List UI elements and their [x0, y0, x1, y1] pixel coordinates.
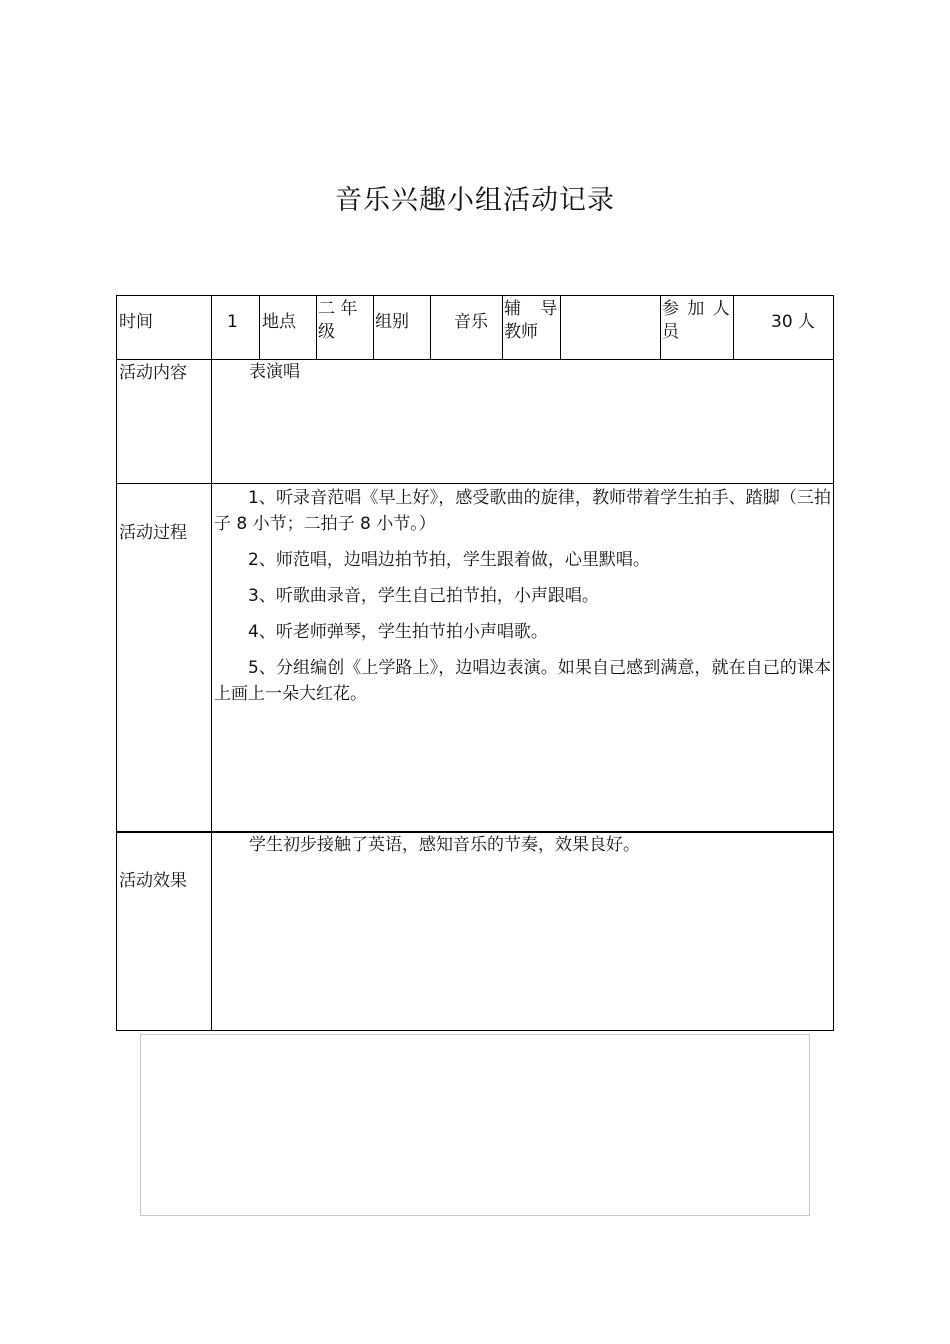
content-label: 活动内容 — [119, 363, 187, 383]
place-label: 地点 — [262, 312, 296, 332]
group-value: 音乐 — [454, 312, 488, 332]
time-label: 时间 — [119, 312, 153, 332]
process-step: 3、听歌曲录音，学生自己拍节拍，小声跟唱。 — [248, 586, 599, 606]
col-divider — [502, 296, 503, 359]
process-step: 4、听老师弹琴，学生拍节拍小声唱歌。 — [248, 622, 548, 642]
place-value — [318, 298, 371, 344]
place-value-line-1 — [318, 298, 371, 321]
place-value-line-2: 级 — [318, 322, 335, 342]
effect-label: 活动效果 — [119, 871, 187, 891]
col-divider — [373, 296, 374, 359]
participants-label — [662, 298, 732, 344]
row-divider — [117, 483, 833, 484]
activity-record-table — [116, 295, 834, 1031]
time-value: 1 — [227, 312, 238, 332]
col-divider — [660, 296, 661, 359]
col-divider — [211, 296, 212, 1030]
teacher-label-line-2: 教师 — [504, 322, 538, 342]
col-divider — [316, 296, 317, 359]
teacher-label-line-1: 辅 导 — [504, 299, 558, 319]
participants-label-line-2: 员 — [662, 322, 679, 342]
col-divider — [430, 296, 431, 359]
col-divider — [560, 296, 561, 359]
process-steps — [214, 485, 831, 707]
blank-frame — [140, 1034, 810, 1216]
participants-value: 30 人 — [771, 312, 816, 332]
process-step: 2、师范唱，边唱边拍节拍，学生跟着做，心里默唱。 — [248, 550, 650, 570]
group-label: 组别 — [375, 312, 409, 332]
col-divider — [733, 296, 734, 359]
teacher-label — [504, 298, 558, 344]
process-step: 5、分组编创《上学路上》，边唱边表演。如果自己感到满意，就在自己的课本上画上一朵大红花。 — [214, 658, 831, 704]
document-title: 音乐兴趣小组活动记录 — [335, 185, 615, 216]
process-step: 1、听录音范唱《早上好》，感受歌曲的旋律，教师带着学生拍手、踏脚（三拍子 8 小节；二拍子 8 小节。） — [214, 488, 831, 534]
process-label: 活动过程 — [119, 523, 187, 543]
col-divider — [259, 296, 260, 359]
place-value-text-1: 二 年 — [318, 299, 358, 319]
participants-label-line-1: 参 加 人 — [662, 299, 730, 319]
content-text: 表演唱 — [249, 362, 300, 382]
effect-text: 学生初步接触了英语，感知音乐的节奏，效果良好。 — [249, 835, 640, 855]
